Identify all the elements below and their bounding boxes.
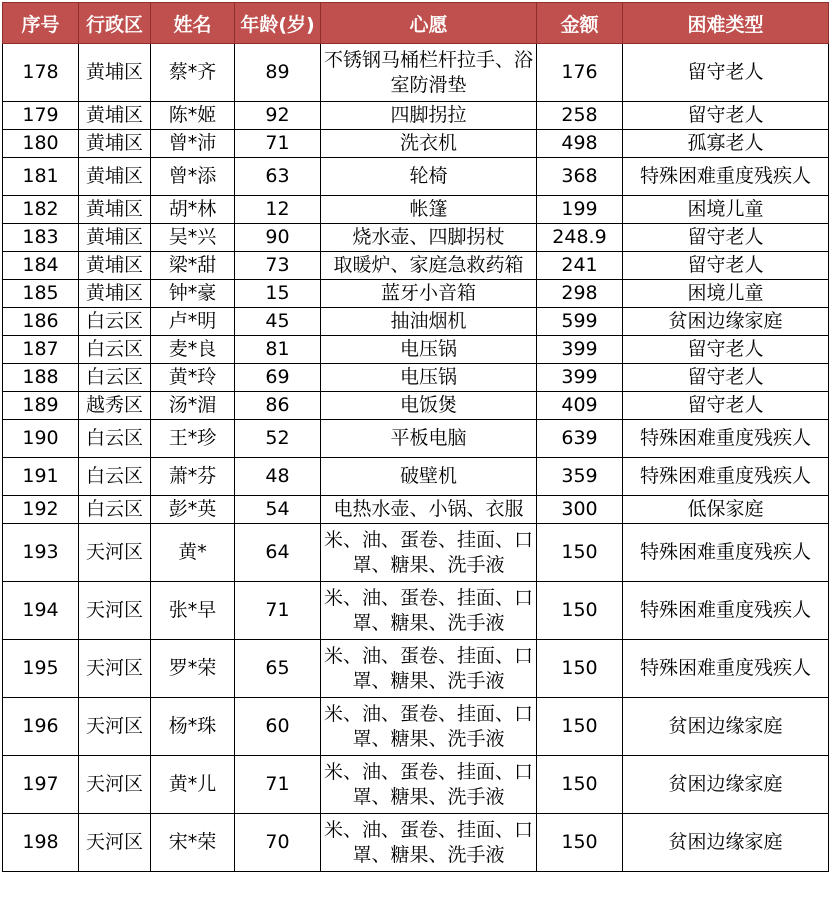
- cell-type: 留守老人: [623, 102, 829, 130]
- cell-type: 贫困边缘家庭: [623, 698, 829, 756]
- header-wish: 心愿: [321, 3, 537, 44]
- cell-age: 65: [235, 640, 321, 698]
- cell-wish: 抽油烟机: [321, 308, 537, 336]
- cell-name: 黄*玲: [151, 364, 235, 392]
- cell-wish: 四脚拐拉: [321, 102, 537, 130]
- cell-type: 困境儿童: [623, 196, 829, 224]
- cell-district: 黄埔区: [79, 158, 151, 196]
- header-amount: 金额: [537, 3, 623, 44]
- cell-name: 汤*湄: [151, 392, 235, 420]
- cell-district: 黄埔区: [79, 280, 151, 308]
- table-row: [3, 130, 829, 158]
- cell-name: 陈*姬: [151, 102, 235, 130]
- cell-wish: 轮椅: [321, 158, 537, 196]
- cell-wish: 烧水壶、四脚拐杖: [321, 224, 537, 252]
- table-row: [3, 496, 829, 524]
- cell-district: 黄埔区: [79, 196, 151, 224]
- cell-wish: 米、油、蛋卷、挂面、口罩、糖果、洗手液: [321, 814, 537, 872]
- cell-name: 卢*明: [151, 308, 235, 336]
- cell-age: 92: [235, 102, 321, 130]
- table-row: [3, 458, 829, 496]
- cell-no: 184: [3, 252, 79, 280]
- cell-district: 黄埔区: [79, 44, 151, 102]
- cell-no: 185: [3, 280, 79, 308]
- cell-amount: 150: [537, 524, 623, 582]
- cell-wish: 米、油、蛋卷、挂面、口罩、糖果、洗手液: [321, 582, 537, 640]
- cell-amount: 176: [537, 44, 623, 102]
- cell-no: 190: [3, 420, 79, 458]
- table-row: [3, 252, 829, 280]
- table-row: [3, 814, 829, 872]
- table-row: [3, 44, 829, 102]
- cell-age: 45: [235, 308, 321, 336]
- cell-no: 192: [3, 496, 79, 524]
- cell-type: 贫困边缘家庭: [623, 756, 829, 814]
- cell-age: 71: [235, 130, 321, 158]
- table-row: [3, 102, 829, 130]
- cell-type: 贫困边缘家庭: [623, 308, 829, 336]
- cell-age: 89: [235, 44, 321, 102]
- cell-type: 特殊困难重度残疾人: [623, 524, 829, 582]
- table-row: [3, 336, 829, 364]
- table-row: [3, 364, 829, 392]
- cell-name: 钟*豪: [151, 280, 235, 308]
- cell-type: 贫困边缘家庭: [623, 814, 829, 872]
- cell-district: 越秀区: [79, 392, 151, 420]
- cell-name: 蔡*齐: [151, 44, 235, 102]
- cell-wish: 电压锅: [321, 364, 537, 392]
- cell-amount: 241: [537, 252, 623, 280]
- cell-age: 73: [235, 252, 321, 280]
- cell-no: 183: [3, 224, 79, 252]
- cell-type: 特殊困难重度残疾人: [623, 420, 829, 458]
- cell-type: 留守老人: [623, 224, 829, 252]
- cell-no: 181: [3, 158, 79, 196]
- header-name: 姓名: [151, 3, 235, 44]
- cell-amount: 639: [537, 420, 623, 458]
- cell-wish: 平板电脑: [321, 420, 537, 458]
- cell-no: 198: [3, 814, 79, 872]
- cell-district: 白云区: [79, 496, 151, 524]
- table-row: [3, 524, 829, 582]
- cell-name: 吴*兴: [151, 224, 235, 252]
- cell-age: 70: [235, 814, 321, 872]
- cell-wish: 不锈钢马桶栏杆拉手、浴室防滑垫: [321, 44, 537, 102]
- cell-amount: 300: [537, 496, 623, 524]
- wish-table: [2, 2, 829, 872]
- cell-age: 60: [235, 698, 321, 756]
- cell-name: 张*早: [151, 582, 235, 640]
- cell-age: 81: [235, 336, 321, 364]
- cell-amount: 399: [537, 364, 623, 392]
- table-row: [3, 308, 829, 336]
- table-row: [3, 756, 829, 814]
- cell-no: 178: [3, 44, 79, 102]
- cell-name: 杨*珠: [151, 698, 235, 756]
- cell-no: 196: [3, 698, 79, 756]
- cell-district: 天河区: [79, 640, 151, 698]
- header-type: 困难类型: [623, 3, 829, 44]
- cell-amount: 298: [537, 280, 623, 308]
- cell-name: 梁*甜: [151, 252, 235, 280]
- cell-amount: 199: [537, 196, 623, 224]
- cell-age: 15: [235, 280, 321, 308]
- cell-amount: 399: [537, 336, 623, 364]
- cell-age: 71: [235, 582, 321, 640]
- cell-type: 孤寡老人: [623, 130, 829, 158]
- cell-age: 63: [235, 158, 321, 196]
- cell-type: 留守老人: [623, 364, 829, 392]
- cell-no: 182: [3, 196, 79, 224]
- header-row: [3, 3, 829, 44]
- cell-amount: 368: [537, 158, 623, 196]
- cell-age: 48: [235, 458, 321, 496]
- cell-district: 天河区: [79, 756, 151, 814]
- table-row: [3, 196, 829, 224]
- cell-no: 191: [3, 458, 79, 496]
- cell-district: 黄埔区: [79, 252, 151, 280]
- cell-district: 黄埔区: [79, 102, 151, 130]
- cell-age: 12: [235, 196, 321, 224]
- cell-type: 困境儿童: [623, 280, 829, 308]
- cell-type: 特殊困难重度残疾人: [623, 582, 829, 640]
- cell-district: 白云区: [79, 308, 151, 336]
- table-row: [3, 392, 829, 420]
- cell-amount: 150: [537, 698, 623, 756]
- cell-no: 180: [3, 130, 79, 158]
- cell-amount: 150: [537, 814, 623, 872]
- cell-wish: 取暖炉、家庭急救药箱: [321, 252, 537, 280]
- cell-wish: 米、油、蛋卷、挂面、口罩、糖果、洗手液: [321, 640, 537, 698]
- cell-name: 萧*芬: [151, 458, 235, 496]
- cell-district: 白云区: [79, 364, 151, 392]
- cell-wish: 电热水壶、小锅、衣服: [321, 496, 537, 524]
- header-district: 行政区: [79, 3, 151, 44]
- table-row: [3, 640, 829, 698]
- cell-amount: 498: [537, 130, 623, 158]
- cell-district: 白云区: [79, 420, 151, 458]
- header-age: 年龄(岁): [235, 3, 321, 44]
- cell-name: 罗*荣: [151, 640, 235, 698]
- header-no: 序号: [3, 3, 79, 44]
- cell-district: 天河区: [79, 698, 151, 756]
- cell-age: 86: [235, 392, 321, 420]
- cell-age: 52: [235, 420, 321, 458]
- table-row: [3, 158, 829, 196]
- table-row: [3, 420, 829, 458]
- cell-type: 特殊困难重度残疾人: [623, 640, 829, 698]
- cell-age: 69: [235, 364, 321, 392]
- cell-no: 197: [3, 756, 79, 814]
- cell-wish: 帐篷: [321, 196, 537, 224]
- cell-wish: 米、油、蛋卷、挂面、口罩、糖果、洗手液: [321, 756, 537, 814]
- cell-district: 天河区: [79, 582, 151, 640]
- table-row: [3, 698, 829, 756]
- cell-no: 195: [3, 640, 79, 698]
- cell-type: 留守老人: [623, 252, 829, 280]
- cell-name: 彭*英: [151, 496, 235, 524]
- cell-type: 低保家庭: [623, 496, 829, 524]
- cell-age: 90: [235, 224, 321, 252]
- cell-district: 天河区: [79, 524, 151, 582]
- cell-type: 留守老人: [623, 392, 829, 420]
- cell-no: 179: [3, 102, 79, 130]
- cell-amount: 150: [537, 640, 623, 698]
- table-row: [3, 582, 829, 640]
- cell-type: 特殊困难重度残疾人: [623, 158, 829, 196]
- cell-amount: 359: [537, 458, 623, 496]
- cell-name: 宋*荣: [151, 814, 235, 872]
- cell-type: 留守老人: [623, 336, 829, 364]
- cell-wish: 米、油、蛋卷、挂面、口罩、糖果、洗手液: [321, 524, 537, 582]
- cell-no: 187: [3, 336, 79, 364]
- cell-name: 曾*沛: [151, 130, 235, 158]
- cell-amount: 248.9: [537, 224, 623, 252]
- cell-age: 71: [235, 756, 321, 814]
- cell-age: 54: [235, 496, 321, 524]
- table-row: [3, 280, 829, 308]
- cell-no: 188: [3, 364, 79, 392]
- cell-name: 黄*: [151, 524, 235, 582]
- cell-amount: 258: [537, 102, 623, 130]
- cell-name: 麦*良: [151, 336, 235, 364]
- cell-name: 曾*添: [151, 158, 235, 196]
- cell-district: 天河区: [79, 814, 151, 872]
- cell-wish: 洗衣机: [321, 130, 537, 158]
- cell-name: 王*珍: [151, 420, 235, 458]
- cell-no: 186: [3, 308, 79, 336]
- cell-amount: 409: [537, 392, 623, 420]
- cell-amount: 150: [537, 756, 623, 814]
- cell-amount: 150: [537, 582, 623, 640]
- cell-amount: 599: [537, 308, 623, 336]
- cell-wish: 米、油、蛋卷、挂面、口罩、糖果、洗手液: [321, 698, 537, 756]
- cell-name: 胡*林: [151, 196, 235, 224]
- cell-no: 193: [3, 524, 79, 582]
- cell-type: 特殊困难重度残疾人: [623, 458, 829, 496]
- cell-no: 189: [3, 392, 79, 420]
- cell-wish: 电压锅: [321, 336, 537, 364]
- cell-wish: 蓝牙小音箱: [321, 280, 537, 308]
- cell-district: 白云区: [79, 458, 151, 496]
- cell-district: 黄埔区: [79, 130, 151, 158]
- table-row: [3, 224, 829, 252]
- cell-district: 白云区: [79, 336, 151, 364]
- cell-name: 黄*儿: [151, 756, 235, 814]
- cell-district: 黄埔区: [79, 224, 151, 252]
- cell-wish: 破壁机: [321, 458, 537, 496]
- cell-age: 64: [235, 524, 321, 582]
- cell-no: 194: [3, 582, 79, 640]
- cell-wish: 电饭煲: [321, 392, 537, 420]
- cell-type: 留守老人: [623, 44, 829, 102]
